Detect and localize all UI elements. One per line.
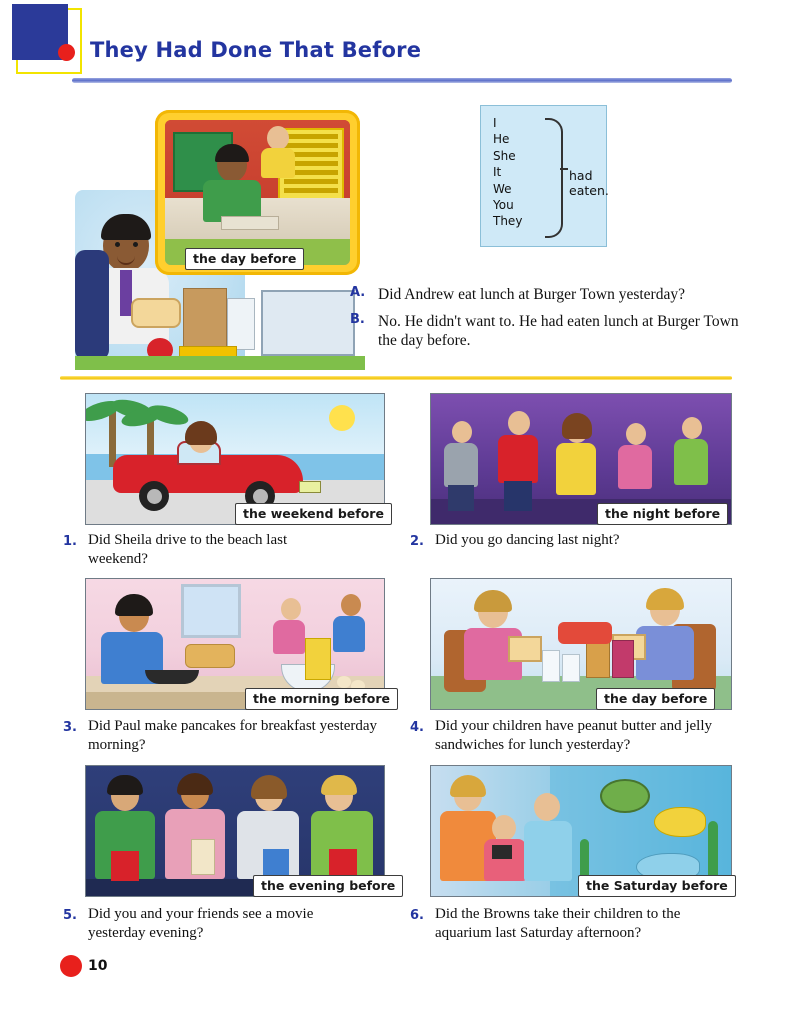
child-1-head (281, 598, 301, 620)
dancer-3-hair (562, 413, 592, 439)
kitchen-window (181, 584, 241, 638)
footer-red-dot-decor (60, 955, 82, 977)
exercise-2-number: 2. (410, 534, 424, 549)
verb-phrase: had eaten. (569, 168, 609, 198)
office-chair (75, 250, 109, 360)
pronoun-i: I (493, 116, 497, 130)
sandwich-left (508, 636, 542, 662)
dancer-1-head (452, 421, 472, 443)
exercise-6-number: 6. (410, 908, 424, 923)
milk-glass-1 (542, 650, 560, 682)
curly-brace-icon (545, 118, 563, 238)
burger-town-scene (165, 120, 350, 265)
bread-loaf (558, 622, 612, 644)
yellow-fish (654, 807, 706, 837)
egg-1 (337, 676, 351, 688)
pancake-stack (185, 644, 235, 668)
milk-carton (227, 298, 255, 350)
desk-surface (75, 356, 365, 370)
child-tall-shirt (524, 821, 572, 881)
pronoun-it: It (493, 165, 502, 180)
exercise-4-caption: the day before (596, 688, 715, 710)
paper-bag (183, 288, 227, 350)
exercise-2-text: Did you go dancing last night? (435, 532, 620, 548)
page-title: They Had Done That Before (90, 38, 422, 62)
wire-shelf (261, 290, 355, 356)
dialogue-label-a: A. (350, 285, 366, 300)
model-dialogue (350, 285, 770, 358)
sun (329, 405, 355, 431)
pronoun-list (493, 115, 522, 230)
brace-tip-icon (560, 168, 568, 170)
pronoun-you: You (493, 198, 514, 213)
header-red-dot-decor (58, 44, 75, 61)
license-plate (299, 481, 321, 493)
man-eye-left (115, 242, 120, 247)
exercise-3-text: Did Paul make pancakes for breakfast yesterday morning? (88, 718, 378, 753)
popcorn-1 (111, 851, 139, 881)
dialogue-line-a (350, 285, 770, 304)
palm-trunk-1 (109, 407, 116, 467)
model-caption: the day before (185, 248, 304, 270)
exercise-1-text: Did Sheila drive to the beach last weekend? (88, 532, 288, 567)
section-divider-rule (60, 376, 732, 380)
seaweed-1 (708, 821, 718, 881)
dancer-2-legs (504, 481, 532, 511)
grammar-chart (480, 105, 607, 247)
driver-hair (185, 421, 217, 445)
exercise-5-text: Did you and your friends see a movie yesterday evening? (88, 906, 314, 941)
child-tall-head (534, 793, 560, 821)
cashier-head (267, 126, 289, 150)
pronoun-he: He (493, 132, 510, 147)
pronoun-we: We (493, 181, 512, 196)
page-number: 10 (88, 958, 108, 974)
frying-pan (145, 670, 199, 684)
exercise-6-caption: the Saturday before (578, 875, 736, 897)
exercise-5-number: 5. (63, 908, 77, 923)
tray-with-food (221, 216, 279, 230)
header-divider-rule (72, 78, 732, 83)
dancer-1-legs (448, 485, 474, 511)
milk-glass-2 (562, 654, 580, 682)
child-2-head (341, 594, 361, 616)
jelly-jar (612, 640, 634, 678)
cereal-box (305, 638, 331, 680)
man-eye-right (133, 242, 138, 247)
model-illustration (75, 100, 365, 370)
dialogue-line-b (350, 312, 770, 350)
dancer-3-dress (556, 443, 596, 495)
car-wheel-front (139, 481, 169, 511)
exercise-1-caption: the weekend before (235, 503, 392, 525)
dialogue-label-b: B. (350, 312, 365, 327)
exercise-3-number: 3. (63, 720, 77, 735)
dancer-5-head (682, 417, 702, 439)
dialogue-text-b: No. He didn't want to. He had eaten lunch at Burger Town the day before. (378, 313, 739, 349)
exercise-4-text: Did your children have peanut butter and jelly sandwiches for lunch yesterday? (435, 718, 712, 753)
dialogue-text-a: Did Andrew eat lunch at Burger Town yesterday? (378, 286, 685, 303)
child-small-head (492, 815, 516, 841)
dancer-4-head (626, 423, 646, 445)
turtle (600, 779, 650, 813)
drink-cup (191, 839, 215, 875)
dancer-1-body (444, 443, 478, 487)
exercise-4-number: 4. (410, 720, 424, 735)
dancer-2-body (498, 435, 538, 483)
child-2-shirt (333, 616, 365, 652)
dancer-4-body (618, 445, 652, 489)
exercise-5-caption: the evening before (253, 875, 403, 897)
camera (492, 845, 512, 859)
exercise-2-caption: the night before (597, 503, 728, 525)
exercise-3-caption: the morning before (245, 688, 398, 710)
exercise-1-number: 1. (63, 534, 77, 549)
pronoun-they: They (493, 214, 523, 229)
child-1-shirt (273, 620, 305, 654)
dancer-5-body (674, 439, 708, 485)
pronoun-she: She (493, 148, 516, 163)
dancer-2-head (508, 411, 530, 435)
cashier-shirt (261, 148, 295, 178)
page-header (0, 0, 800, 95)
sandwich-in-hand (131, 298, 181, 328)
exercise-6-text: Did the Browns take their children to the aquarium last Saturday afternoon? (435, 906, 681, 941)
